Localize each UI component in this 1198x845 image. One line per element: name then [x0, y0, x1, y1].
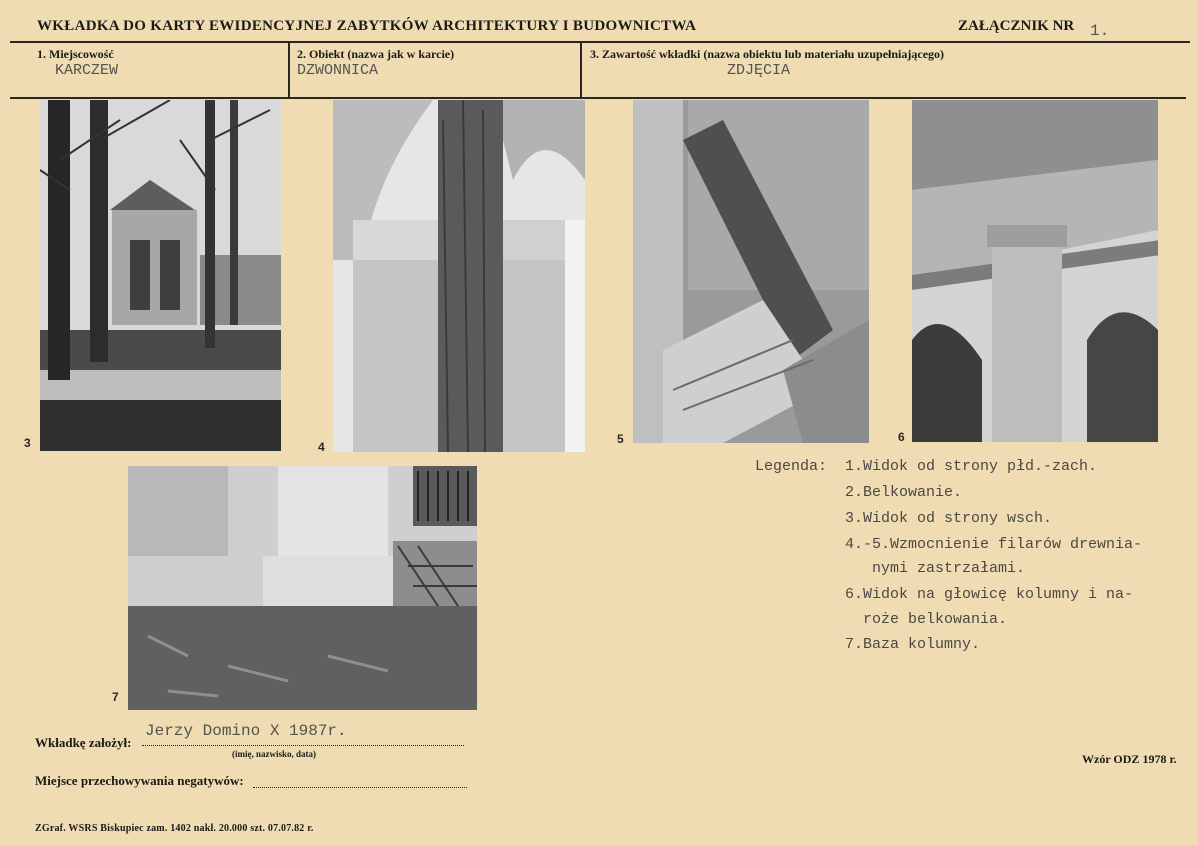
field-divider-1 [288, 41, 290, 98]
legend-line-4: 4.-5.Wzmocnienie filarów drewnia- [845, 536, 1143, 553]
author-dotted-line [142, 745, 464, 746]
fields-bottom-rule [10, 97, 583, 99]
photo-7-column-base [128, 466, 477, 710]
photo-6-capital-corner [912, 100, 1158, 442]
field-1-value: KARCZEW [55, 62, 119, 79]
legend-line-3: 3.Widok od strony wsch. [845, 510, 1053, 527]
field-3-value: ZDJĘCIA [727, 62, 791, 79]
photo-7-number: 7 [112, 690, 119, 704]
photo-6-number: 6 [898, 430, 905, 444]
storage-label: Miejsce przechowywania negatywów: [35, 773, 244, 788]
header-rule [10, 41, 1190, 43]
attachment-number: 1. [1090, 22, 1110, 40]
legend-line-2: 2.Belkowanie. [845, 484, 963, 501]
field-1-label: 1. Miejscowość [37, 47, 114, 61]
author-value: Jerzy Domino X 1987r. [145, 722, 347, 740]
print-info: ZGraf. WSRS Biskupiec zam. 1402 nakł. 20.000 szt. 07.07.82 r. [35, 823, 314, 834]
photo-5-number: 5 [617, 432, 624, 446]
fields-bottom-rule-right [582, 97, 1186, 99]
legend-line-7: roże belkowania. [845, 611, 1008, 628]
storage-dotted-line [253, 787, 467, 788]
photo-3-number: 3 [24, 436, 31, 450]
form-title: WKŁADKA DO KARTY EWIDENCYJNEJ ZABYTKÓW ARCHITEKTURY I BUDOWNICTWA [37, 18, 697, 34]
author-label: Wkładkę założył: [35, 735, 132, 750]
legend-line-8: 7.Baza kolumny. [845, 636, 981, 653]
attachment-label: ZAŁĄCZNIK NR [958, 18, 1075, 34]
field-2-label: 2. Obiekt (nazwa jak w karcie) [297, 47, 455, 61]
legend-line-1: 1.Widok od strony płd.-zach. [845, 458, 1098, 475]
form-version: Wzór ODZ 1978 r. [1082, 752, 1177, 766]
photo-5-brace-detail [633, 100, 869, 443]
field-3-label: 3. Zawartość wkładki (nazwa obiektu lub materiału uzupełniającego) [590, 47, 945, 61]
field-divider-2 [580, 41, 582, 98]
field-2-value: DZWONNICA [297, 62, 379, 79]
legend-line-6: 6.Widok na głowicę kolumny i na- [845, 586, 1134, 603]
photo-4-number: 4 [318, 440, 325, 454]
photo-4-pillar-brace [333, 100, 585, 452]
legend-heading: Legenda: [755, 458, 828, 475]
photo-3-belfry-view [40, 100, 281, 451]
author-hint: (imię, nazwisko, data) [232, 749, 316, 759]
legend-line-5: nymi zastrzałami. [845, 560, 1026, 577]
